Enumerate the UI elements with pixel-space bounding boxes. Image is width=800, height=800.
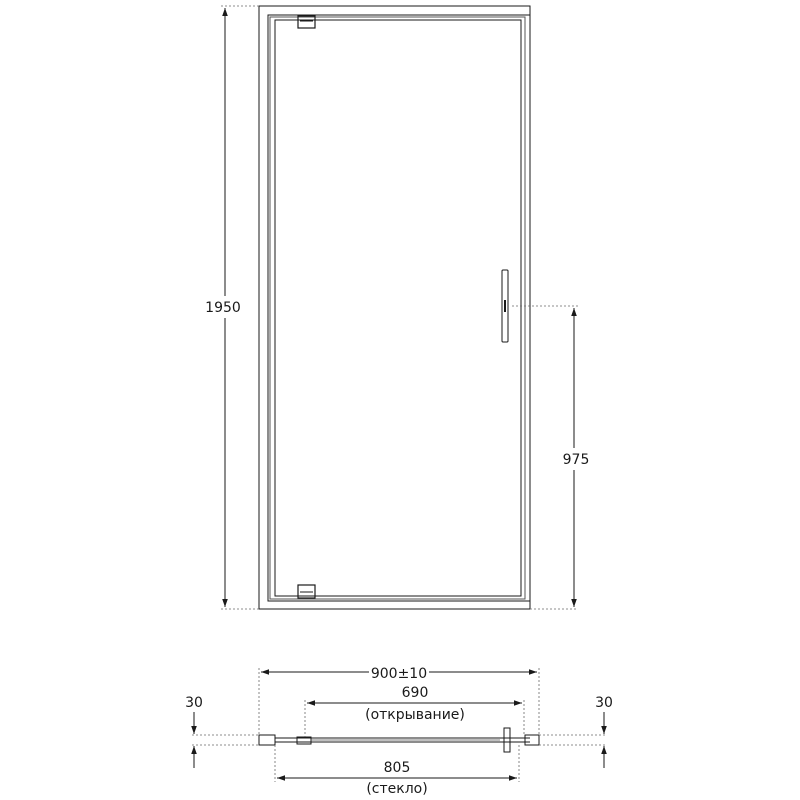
opening-width-dimension: [305, 685, 524, 737]
front-view: [259, 6, 530, 609]
plan-view: [259, 728, 539, 752]
outer-frame: [259, 6, 530, 609]
left-wall-profile: [259, 735, 275, 745]
height-label: 1950: [205, 300, 241, 316]
right-profile-label: 30: [595, 695, 613, 711]
glass-width-label: 805: [383, 760, 411, 776]
left-profile-label: 30: [185, 695, 203, 711]
right-profile-dimension: [539, 695, 613, 768]
height-dimension: [201, 6, 259, 609]
overall-width-label: 900±10: [370, 666, 428, 682]
handle-plan: [504, 728, 510, 752]
opening-note: (открывание): [365, 707, 465, 723]
glass-width-dimension: [275, 745, 519, 797]
top-hinge: [298, 16, 315, 28]
right-wall-profile: [525, 735, 539, 745]
door-panel-outer: [270, 17, 525, 599]
door-panel-glass: [275, 20, 521, 596]
overall-width-dimension: [259, 663, 539, 735]
opening-width-label: 690: [401, 685, 429, 701]
left-profile-dimension: [185, 695, 259, 768]
glass-note: (стекло): [366, 781, 428, 797]
handle-height-label: 975: [562, 452, 590, 468]
inner-frame: [268, 15, 530, 601]
